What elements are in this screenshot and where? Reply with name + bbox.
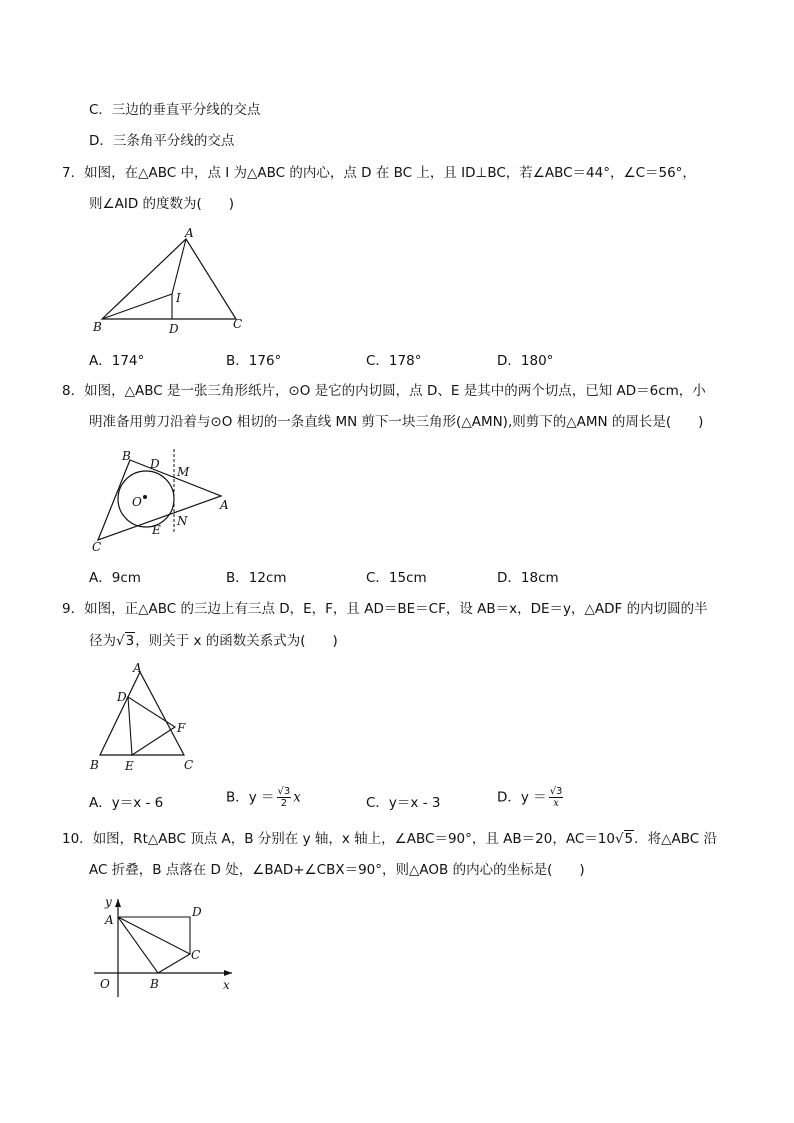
q8-stem-line2: 明准备用剪刀沿着与⊙O 相切的一条直线 MN 剪下一块三角形(△AMN),则剪下的△AMN 的周长是( ) xyxy=(89,414,704,430)
q10-text-1a: 如图，Rt△ABC 顶点 A，B 分别在 y 轴，x 轴上，∠ABC＝90°，且 AB＝20，AC＝10 xyxy=(92,831,615,847)
q7-label-d: D xyxy=(169,322,179,336)
q10-label-b: B xyxy=(150,977,159,991)
q9-sqrt-sign: √ xyxy=(116,633,125,649)
q8-number: 8． xyxy=(62,383,85,399)
q7-option-c: C．178° xyxy=(366,353,422,369)
q10-triangle-abc xyxy=(118,917,190,973)
q8-option-c: C．15cm xyxy=(366,570,427,586)
q8-option-b: B．12cm xyxy=(226,570,287,586)
q9-text-2b: ，则关于 x 的函数关系式为( ) xyxy=(135,633,338,649)
q10-sqrt-sign: √ xyxy=(614,831,624,847)
q9-option-b-fraction xyxy=(277,786,292,809)
q9-option-b-denominator: 2 xyxy=(280,798,288,809)
q7-label-a: A xyxy=(185,226,194,240)
q9-stem-line1 xyxy=(62,600,708,618)
q10-label-c: C xyxy=(191,948,201,962)
q7-label-b: B xyxy=(93,320,102,334)
q9-option-d-denominator: x xyxy=(553,798,559,809)
q9-label-f: F xyxy=(177,721,186,735)
q7-label-i: I xyxy=(176,291,181,305)
q10-x-arrow xyxy=(224,970,232,976)
q8-option-a: A．9cm xyxy=(89,570,141,586)
q9-option-d xyxy=(497,786,565,809)
q9-sqrt-value: 3 xyxy=(125,633,135,649)
q8-stem-line1 xyxy=(62,382,706,400)
q8-label-a: A xyxy=(220,498,229,512)
q9-triangle-abc xyxy=(100,672,184,755)
q9-option-c: C．y＝x - 3 xyxy=(366,795,441,811)
q10-sqrt-value: 5 xyxy=(624,831,634,847)
q8-label-d: D xyxy=(150,457,160,471)
q9-option-b-numerator: √3 xyxy=(277,786,291,797)
q8-option-d: D．18cm xyxy=(497,570,559,586)
q7-triangle xyxy=(102,239,236,319)
q8-text-1: 如图，△ABC 是一张三角形纸片，⊙O 是它的内切圆，点 D、E 是其中的两个切点，已知 AD＝6cm，小 xyxy=(84,383,706,399)
q8-label-e: E xyxy=(152,523,161,537)
q9-stem-line2 xyxy=(89,632,338,650)
q7-option-d: D．180° xyxy=(497,353,554,369)
q7-option-a: A．174° xyxy=(89,353,145,369)
q10-y-arrow xyxy=(115,899,121,907)
q7-label-c: C xyxy=(233,317,243,331)
q6-option-d: D．三条角平分线的交点 xyxy=(89,133,235,149)
q8-label-n: N xyxy=(177,514,188,528)
q8-figure xyxy=(88,447,238,557)
q8-incircle xyxy=(118,471,174,527)
q10-label-d: D xyxy=(192,905,202,919)
q9-figure xyxy=(88,660,208,775)
q8-center-dot xyxy=(143,495,147,499)
q9-option-a: A．y＝x - 6 xyxy=(89,795,164,811)
q9-label-a: A xyxy=(133,661,142,675)
q7-option-b: B．176° xyxy=(226,353,282,369)
q9-option-d-prefix: D．y ＝ xyxy=(497,789,547,806)
q10-stem-line2: AC 折叠，B 点落在 D 处，∠BAD+∠CBX＝90°，则△AOB 的内心的坐标是( ) xyxy=(89,862,585,878)
q9-option-d-fraction xyxy=(549,786,564,809)
q9-text-1: 如图，正△ABC 的三边上有三点 D，E，F，且 AD＝BE＝CF，设 AB＝x，DE＝y，△ADF 的内切圆的半 xyxy=(84,601,708,617)
q10-label-o: O xyxy=(100,977,110,991)
q8-label-o: O xyxy=(132,495,142,509)
q8-label-c: C xyxy=(92,540,102,554)
q9-label-b: B xyxy=(90,758,99,772)
q7-number: 7． xyxy=(62,165,85,181)
q7-text-1: 如图，在△ABC 中，点 I 为△ABC 的内心，点 D 在 BC 上，且 ID⊥BC，若∠ABC＝44°，∠C＝56°， xyxy=(84,165,696,181)
q10-figure xyxy=(90,893,240,998)
q6-option-c: C．三边的垂直平分线的交点 xyxy=(89,102,261,118)
q9-option-b-suffix: x xyxy=(293,789,301,806)
q7-stem-line1 xyxy=(62,164,696,182)
q7-figure xyxy=(86,225,256,340)
q10-label-y: y xyxy=(105,895,112,909)
q9-number: 9． xyxy=(62,601,85,617)
q8-label-b: B xyxy=(122,449,131,463)
q7-stem-line2: 则∠AID 的度数为( ) xyxy=(89,196,235,212)
q7-segment-bi xyxy=(102,294,172,319)
q9-option-d-numerator: √3 xyxy=(549,786,563,797)
q10-label-a: A xyxy=(105,913,114,927)
q8-label-m: M xyxy=(177,465,190,479)
q9-label-c: C xyxy=(184,758,194,772)
q9-label-e: E xyxy=(125,759,134,773)
q9-label-d: D xyxy=(117,690,127,704)
q9-option-b-prefix: B．y ＝ xyxy=(226,789,275,806)
q10-label-x: x xyxy=(223,978,230,992)
q7-segment-ai xyxy=(172,239,186,294)
q9-option-b xyxy=(226,786,301,809)
q10-number: 10． xyxy=(62,831,93,847)
q9-text-2a: 径为 xyxy=(89,633,116,649)
q10-text-1b: ．将△ABC 沿 xyxy=(634,831,717,847)
q10-stem-line1 xyxy=(62,830,717,848)
